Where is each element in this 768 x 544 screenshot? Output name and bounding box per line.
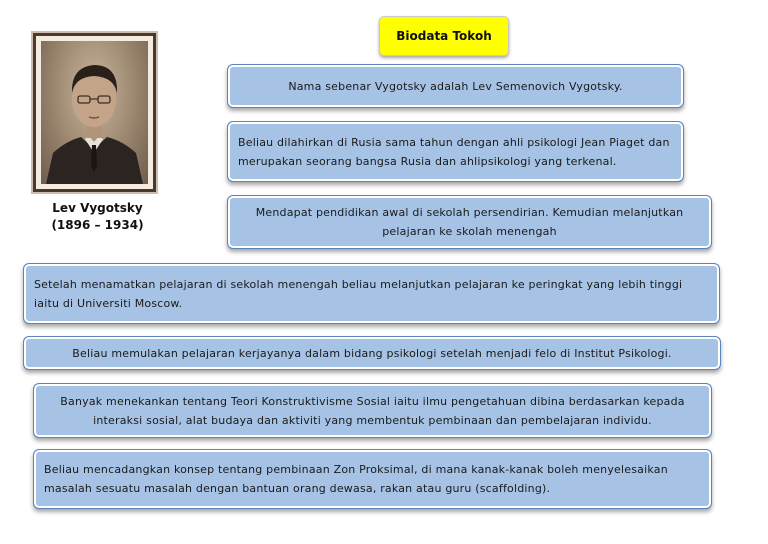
fact-text-1: Nama sebenar Vygotsky adalah Lev Semenovich Vygotsky. xyxy=(288,79,623,93)
fact-text-5: Beliau memulakan pelajaran kerjayanya dalam bidang psikologi setelah menjadi felo di Institut Psikologi. xyxy=(72,346,672,360)
fact-text-7: Beliau mencadangkan konsep tentang pembinaan Zon Proksimal, di mana kanak-kanak boleh menyelesaikan masalah sesuatu masalah dengan bantuan orang dewasa, rakan atau guru (scaffolding). xyxy=(44,463,668,495)
fact-box-7 xyxy=(33,449,712,509)
fact-box-3 xyxy=(227,195,712,249)
portrait-caption xyxy=(40,200,155,234)
fact-text-3: Mendapat pendidikan awal di sekolah persendirian. Kemudian melanjutkan pelajaran ke skolah menengah xyxy=(255,206,684,238)
page-title xyxy=(379,16,509,56)
fact-text-2: Beliau dilahirkan di Rusia sama tahun dengan ahli psikologi Jean Piaget dan merupakan seorang bangsa Rusia dan ahlipsikologi yang terkenal. xyxy=(238,135,670,168)
fact-text-4: Setelah menamatkan pelajaran di sekolah menengah beliau melanjutkan pelajaran ke peringkat yang lebih tinggi iaitu di Universiti Moscow. xyxy=(34,277,683,310)
fact-text-6: Banyak menekankan tentang Teori Konstruktivisme Sosial iaitu ilmu pengetahuan dibina berdasarkan kepada interaksi sosial, alat budaya dan aktiviti yang membentuk pembinaan dan pembelajaran individu. xyxy=(60,394,685,427)
fact-box-4 xyxy=(23,263,720,324)
fact-box-1 xyxy=(227,64,684,108)
portrait-mat xyxy=(36,36,153,189)
fact-box-6 xyxy=(33,383,712,438)
portrait-frame xyxy=(31,31,158,194)
portrait-name: Lev Vygotsky xyxy=(52,201,143,215)
fact-box-2 xyxy=(227,121,684,182)
page-title-text: Biodata Tokoh xyxy=(396,29,492,43)
portrait-years: (1896 – 1934) xyxy=(51,218,144,232)
portrait-figure-icon xyxy=(41,41,148,184)
fact-box-5 xyxy=(23,336,721,370)
portrait-photo xyxy=(41,41,148,184)
